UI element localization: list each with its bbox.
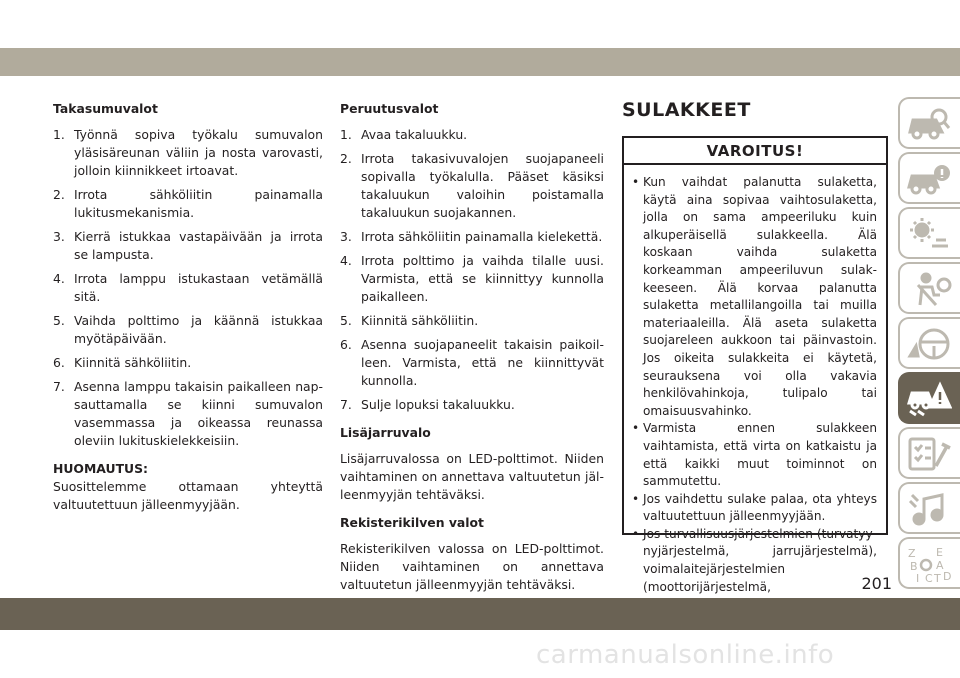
tab-dashboard-lights[interactable]	[898, 207, 960, 259]
note-title: HUOMAUTUS:	[53, 461, 148, 476]
step-item: 6. Kiinnitä sähköliitin.	[53, 355, 192, 370]
svg-text:A: A	[936, 559, 944, 572]
svg-text:Z: Z	[908, 547, 916, 560]
step-item: 5. Vaihda polttimo ja käännä istukkaa myötäpäivään.	[53, 313, 323, 346]
footer-band	[0, 598, 960, 630]
alphabet-index-icon	[906, 546, 952, 584]
warning-item: • Jos turvallisuusjärjestelmien (turvatyynyjärjestelmä, jarrujärjestelmä), voimalaitejärjestelmien (moottorijärjestelmä,	[632, 526, 877, 614]
music-radio-icon	[906, 491, 952, 527]
step-item: 4. Irrota lamppu istukastaan vetämällä sitä.	[53, 271, 323, 304]
brake-light-text: Lisäjarruvalossa on LED-polttimot. Niiden vaihtaminen on annettava valtuutetun jälleenmyyjän tehtäväksi.	[340, 451, 604, 502]
svg-text:I: I	[916, 572, 920, 584]
tab-car-search[interactable]	[898, 97, 960, 149]
step-item: 7. Asenna lamppu takaisin paikalleen napsauttamalla se kiinni sumuvalon vasemmassa ja oikeassa reunassa oleviin lukituskielekkeisiin.	[53, 379, 323, 448]
section-heading-reverse-lights: Peruutusvalot	[340, 101, 439, 116]
section-heading-fog-lights: Takasumuvalot	[53, 101, 158, 116]
dashboard-lights-icon	[906, 216, 952, 252]
tab-maintenance-checklist[interactable]	[898, 427, 960, 479]
step-item: 2. Irrota sähköliitin painamalla lukitusmekanismia.	[53, 187, 323, 220]
step-item: 6. Asenna suojapaneelit takaisin paikoilleen. Varmista, että ne kiinnittyvät kunnolla.	[340, 337, 604, 388]
column-reverse-lights	[340, 100, 604, 602]
warning-triangle-car-icon	[906, 381, 952, 417]
plate-lights-text: Rekisterikilven valossa on LED-polttimot. Niiden vaihtaminen on annettava valtuutetun jälleenmyyjän tehtäväksi.	[340, 541, 604, 592]
step-item: 3. Irrota sähköliitin painamalla kielekettä.	[340, 229, 603, 244]
page-number: 201	[861, 574, 892, 593]
chapter-tabs	[898, 97, 960, 591]
watermark: carmanualsonline.info	[536, 640, 835, 670]
steering-wheel-icon	[906, 326, 952, 362]
section-heading-brake-light: Lisäjarruvalo	[340, 425, 431, 440]
airbag-safety-icon	[906, 271, 952, 307]
section-title-fuses: SULAKKEET	[622, 99, 751, 121]
warning-item: • Jos vaihdettu sulake palaa, ota yhteys valtuutettuun jälleenmyyjään.	[632, 491, 877, 526]
svg-text:T: T	[934, 572, 941, 584]
section-heading-plate-lights: Rekisterikilven valot	[340, 515, 484, 530]
step-item: 2. Irrota takasivuvalojen suojapaneeli sopivalla työkalulla. Pääset käsiksi takaluukun valoihin poistamalla takaluukun suojakannen.	[340, 151, 604, 220]
warning-body	[624, 165, 886, 614]
tab-steering-wheel[interactable]	[898, 317, 960, 369]
svg-text:E: E	[936, 546, 943, 559]
step-item: 1. Työnnä sopiva työkalu sumuvalon yläsisäreunan väliin ja nosta varovasti, jolloin kiinnikkeet irtoavat.	[53, 127, 323, 178]
svg-text:C: C	[925, 572, 933, 584]
step-item: 3. Kierrä istukkaa vastapäivään ja irrota se lampusta.	[53, 229, 323, 262]
step-item: 4. Irrota polttimo ja vaihda tilalle uusi. Varmista, että se kiinnittyy kunnolla paikalleen.	[340, 253, 604, 304]
car-search-icon	[906, 106, 952, 142]
car-info-icon	[906, 161, 952, 197]
tab-car-info[interactable]	[898, 152, 960, 204]
tab-music-radio[interactable]	[898, 482, 960, 534]
warning-item: • Varmista ennen sulakkeen vaihtamista, että virta on katkaistu ja että kaikki muut toiminnot on sammutettu.	[632, 420, 877, 490]
warning-title: VAROITUS!	[624, 138, 886, 165]
step-item: 1. Avaa takaluukku.	[340, 127, 468, 142]
tab-warning-triangle[interactable]	[898, 372, 960, 424]
tab-airbag-safety[interactable]	[898, 262, 960, 314]
svg-text:B: B	[910, 560, 918, 573]
tab-alphabet-index[interactable]	[898, 537, 960, 589]
step-item: 7. Sulje lopuksi takaluukku.	[340, 397, 515, 412]
maintenance-checklist-icon	[906, 436, 952, 472]
svg-text:D: D	[943, 570, 952, 583]
note-text: Suosittelemme ottamaan yhteyttä valtuutettuun jälleenmyyjään.	[53, 479, 323, 512]
column-fog-lights	[53, 100, 323, 522]
step-item: 5. Kiinnitä sähköliitin.	[340, 313, 479, 328]
warning-item: • Kun vaihdat palanutta sulaketta, käytä aina sopivaa vaihtosulaketta, jolla on sama ampeeriluku kuin alkuperäisellä sulakkeella. Älä koskaan vaihda sulaketta korkeamman ampeeriluvun sulakkeeseen. Älä korvaa palanutta sulaketta metallilangoilla tai muilla materiaaleilla. Älä aseta sulaketta suojareleen aukkoon tai päinvastoin. Jos oikeita sulakkeita ei käytetä, seurauksena voi olla vakavia henkilövahinkoja, tulipalo tai omaisuusvahinko.	[632, 174, 877, 420]
header-band	[0, 48, 960, 76]
